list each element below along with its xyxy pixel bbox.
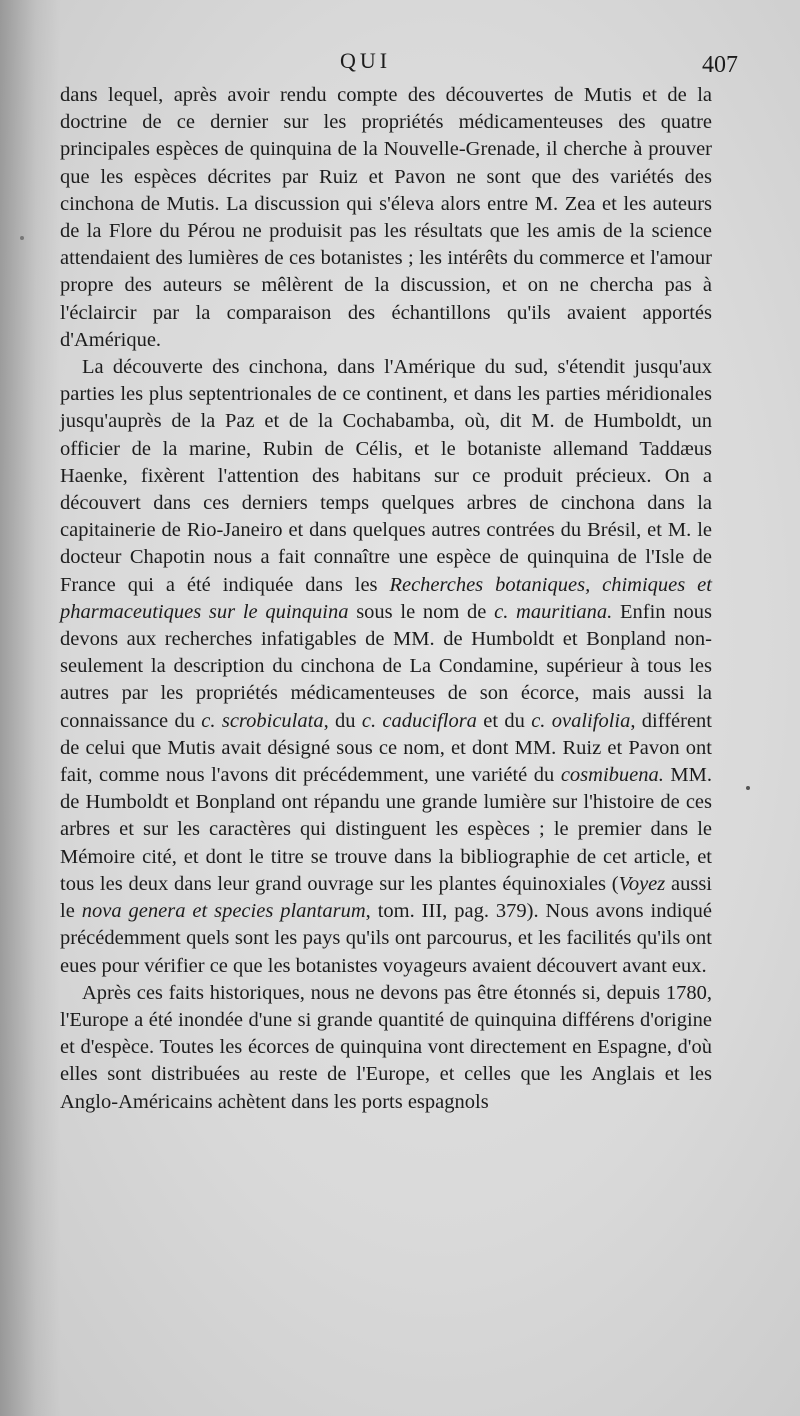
italic-species-name: cosmibuena. [560,764,664,787]
body-text [60,82,712,1116]
page-number: 407 [702,52,738,78]
running-head: QUI [340,48,392,73]
text-run: , tom. III, pag. 379). Nous avons indiqué précédemment quels sont les pays qu'ils ont parcourus, et les facilités qu'ils ont eues pour vérifier ce que les botanistes voyageurs avaient découvert avant eux. [60,900,712,977]
paragraph-1 [60,82,712,354]
text-run: MM. de Humboldt et Bonpland ont répandu une grande lumière sur l'histoire de ces arbres et sur les caractères qui distinguent les espèces ; le premier dans le Mémoire cité, et dont le titre se trouve dans la bibliographie de cet article, et tous les deux dans leur grand ouvrage sur les plantes équinoxiales ( [60,764,712,895]
italic-species-name: c. scrobiculata [201,709,324,732]
italic-book-title: nova genera et species plantarum [81,900,366,923]
italic-species-name: c. mauritiana. [494,600,613,623]
italic-species-name: c. ovalifolia [531,709,631,732]
paragraph-3 [60,980,712,1116]
text-run: et du [476,709,532,732]
text-run: Après ces faits historiques, nous ne devons pas être étonnés si, depuis 1780, l'Europe a été inondée d'une si grande quantité de quinquina différens d'origine et d'espèce. Toutes les écorces de quinquina vont directement en Espagne, d'où elles sont distribuées au reste de l'Europe, et celles que les Anglais et les Anglo-Américains achètent dans les ports espagnols [60,981,712,1113]
text-run: La découverte des cinchona, dans l'Amérique du sud, s'étendit jusqu'aux parties les plus septentrionales de ce continent, et dans les parties méridionales jusqu'auprès de la Paz et de la Cochabamba, où, dit M. de Humboldt, un officier de la marine, Rubin de Célis, et le botaniste allemand Taddæus Haenke, fixèrent l'attention des habitans sur ce produit précieux. On a découvert dans ces derniers temps quelques arbres de cinchona dans la capitainerie de Rio-Janeiro et dans quelques autres contrées du Brésil, et M. le docteur Chapotin nous a fait connaître une espèce de quinquina de l'Isle de France qui a été indiquée dans les [60,356,712,596]
text-run: Enfin nous devons aux recherches infatigables de MM. de Humboldt et Bonpland non-seulement la description du cinchona de La Condamine, supérieur à tous les autres par les propriétés médicamenteuses de son écorce, mais aussi la connaissance du [60,600,712,732]
paper-speck [20,236,24,240]
italic-book-title: Recherches botaniques, chimiques et pharmaceutiques sur le quinquina [60,573,712,623]
italic-species-name: c. caduciflora [361,709,477,732]
text-run: , différent de celui que Mutis avait désigné sous ce nom, et dont MM. Ruiz et Pavon ont fait, comme nous l'avons dit précédemment, une variété du [60,709,712,787]
text-run: dans lequel, après avoir rendu compte des découvertes de Mutis et de la doctrine de ce dernier sur les propriétés médicamenteuses des quatre principales espèces de quinquina de la Nouvelle-Grenade, il cherche à prouver que les espèces décrites par Ruiz et Pavon ne sont que des variétés des cinchona de Mutis. La discussion qui s'éleva alors entre M. Zea et les auteurs de la Flore du Pérou ne produisit pas les résultats que les amis de la science attendaient des lumières de ces botanistes ; les intérêts du commerce et l'amour propre des auteurs se mêlèrent de la discussion, et on ne chercha pas à l'éclaircir par la comparaison des échantillons qu'ils avaient apportés d'Amérique. [60,84,712,351]
text-run: , du [323,709,362,732]
text-run: aussi le [60,872,713,923]
italic-reference: Voyez [618,872,666,895]
paper-speck [746,786,750,790]
paragraph-2 [60,354,712,980]
page-gutter-shadow [0,0,60,1416]
text-run: sous le nom de [348,600,495,623]
